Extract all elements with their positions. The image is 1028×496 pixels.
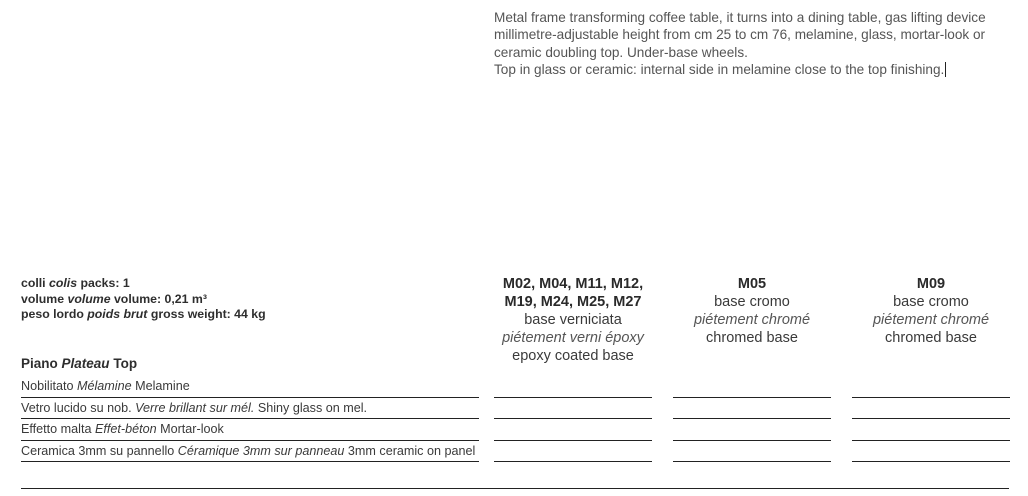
top-option-row [21, 376, 479, 398]
spec-volume-en: volume: 0,21 m³ [113, 291, 207, 306]
spec-packs [21, 276, 266, 292]
price-cell [494, 441, 652, 463]
price-cells-col1 [494, 376, 652, 462]
price-cell [852, 419, 1010, 441]
top-option-fr: Céramique 3mm sur panneau [177, 443, 345, 458]
top-option-fr: Verre brillant sur mél. [135, 400, 255, 415]
top-option-en: 3mm ceramic on panel [347, 443, 476, 458]
base-codes: M05 [737, 276, 767, 292]
top-option-row [21, 419, 479, 441]
description-text: Metal frame transforming coffee table, it turns into a dining table, gas lifting device millimetre-adjustable height from cm 25 to cm 76, melamine, glass, mortar-look or ceramic doubling top. Under-base wheels. [494, 10, 986, 60]
top-option-en: Mortar-look [160, 422, 224, 437]
price-cell [852, 376, 1010, 398]
spec-packs-en: packs: 1 [80, 276, 130, 290]
top-option-en: Shiny glass on mel. [257, 400, 368, 415]
price-cell [673, 398, 831, 420]
base-codes: M09 [916, 276, 946, 292]
description-note [494, 61, 1014, 78]
base-column-epoxy [494, 275, 652, 365]
top-option-it: Nobilitato [21, 379, 74, 393]
spec-weight-it: peso lordo [21, 307, 84, 321]
price-cells-col2 [673, 376, 831, 462]
top-option-row [21, 398, 479, 420]
top-options-list [21, 376, 479, 462]
top-heading-en: Top [113, 356, 138, 371]
base-codes: M02, M04, M11, M12, [502, 276, 644, 292]
price-cell [494, 376, 652, 398]
spec-volume-it: volume [21, 291, 65, 306]
base-label-fr: piétement chromé [693, 312, 811, 328]
spec-volume-fr: volume [67, 291, 111, 306]
text-cursor [945, 62, 946, 77]
top-section-heading [21, 356, 137, 371]
base-label-it: base cromo [714, 294, 790, 310]
base-codes-cont: M19, M24, M25, M27 [504, 294, 642, 310]
price-cell [494, 419, 652, 441]
base-label-fr: piétement chromé [872, 312, 990, 328]
spec-packs-fr: colis [49, 276, 78, 290]
spec-weight-fr: poids brut [87, 307, 148, 321]
top-heading-fr: Plateau [61, 356, 110, 371]
top-heading-it: Piano [21, 356, 58, 371]
price-cells-col3 [852, 376, 1010, 462]
price-cell [673, 419, 831, 441]
base-column-chrome-m09 [852, 275, 1010, 347]
price-cell [673, 441, 831, 463]
price-cell [494, 398, 652, 420]
top-option-it: Ceramica 3mm su pannello [21, 443, 175, 458]
spec-volume [21, 292, 266, 308]
top-option-it: Effetto malta [21, 422, 92, 437]
packaging-specs [21, 276, 266, 323]
price-cell [852, 398, 1010, 420]
product-description [494, 9, 1014, 79]
base-column-chrome-m05 [673, 275, 831, 347]
bottom-divider [21, 488, 1009, 489]
top-option-it: Vetro lucido su nob. [21, 400, 132, 415]
base-label-en: epoxy coated base [512, 348, 634, 364]
top-option-fr: Mélamine [77, 379, 132, 393]
base-label-it: base verniciata [524, 312, 622, 328]
spec-weight [21, 307, 266, 323]
base-label-it: base cromo [893, 294, 969, 310]
base-label-en: chromed base [706, 330, 798, 346]
top-option-en: Melamine [135, 379, 190, 393]
base-label-fr: piétement verni époxy [502, 330, 644, 346]
base-label-en: chromed base [885, 330, 977, 346]
price-cell [673, 376, 831, 398]
top-option-fr: Effet-béton [94, 422, 157, 437]
top-option-row [21, 441, 479, 463]
spec-packs-it: colli [21, 276, 46, 290]
description-note-text: Top in glass or ceramic: internal side in melamine close to the top finishing. [494, 62, 945, 78]
price-cell [852, 441, 1010, 463]
spec-weight-en: gross weight: 44 kg [150, 307, 266, 321]
